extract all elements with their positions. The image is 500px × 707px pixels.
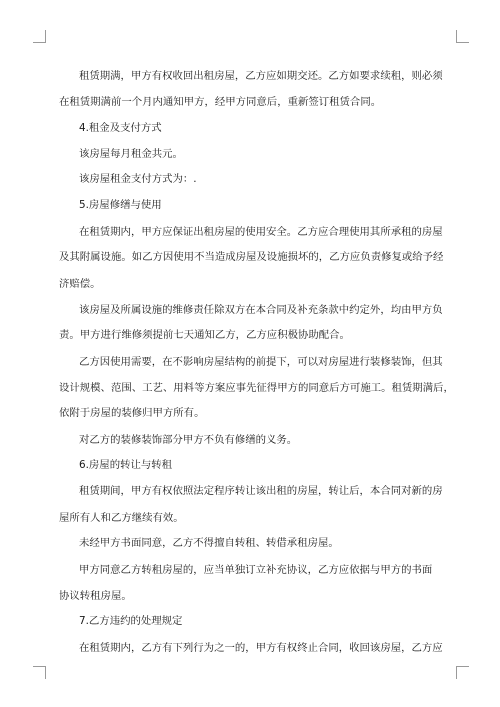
section-heading: 5.房屋修缮与使用 bbox=[79, 199, 162, 211]
section-heading: 6.房屋的转让与转租 bbox=[79, 459, 173, 471]
section-heading: 4.租金及支付方式 bbox=[79, 122, 162, 134]
paragraph-line: 屋所有人和乙方继续有效。 bbox=[59, 512, 184, 524]
paragraph-line: 及其附属设施。如乙方因使用不当造成房屋及设施损坏的，乙方应负责修复或给予经 bbox=[59, 251, 444, 263]
paragraph-line: 未经甲方书面同意，乙方不得擅自转租、转借承租房屋。 bbox=[79, 537, 339, 549]
paragraph-line: 在租赁期内，乙方有下列行为之一的，甲方有权终止合同，收回该房屋，乙方应 bbox=[79, 642, 443, 654]
paragraph-line: 在租赁期满前一个月内通知甲方，经甲方同意后，重新签订租赁合同。 bbox=[59, 96, 382, 108]
paragraph-line: 设计规模、范围、工艺、用料等方案应事先征得甲方的同意后方可施工。租赁期满后， bbox=[59, 382, 454, 394]
paragraph-line: 在租赁期内，甲方应保证出租房屋的使用安全。乙方应合理使用其所承租的房屋 bbox=[79, 226, 443, 238]
paragraph-line: 责。甲方进行维修须提前七天通知乙方，乙方应积极协助配合。 bbox=[59, 329, 350, 341]
paragraph-line: 对乙方的装修装饰部分甲方不负有修缮的义务。 bbox=[79, 434, 298, 446]
section-heading: 7.乙方违约的处理规定 bbox=[79, 615, 183, 627]
paragraph-line: 租赁期间，甲方有权依照法定程序转让该出租的房屋，转让后，本合同对新的房 bbox=[79, 485, 443, 497]
paragraph-line: 乙方因使用需要，在不影响房屋结构的前提下，可以对房屋进行装修装饰，但其 bbox=[79, 356, 443, 368]
paragraph-line: 协议转租房屋。 bbox=[59, 590, 132, 602]
paragraph-line: 该房屋每月租金共元。 bbox=[79, 148, 183, 160]
paragraph-line: 济赔偿。 bbox=[59, 278, 101, 290]
crop-mark-top-left bbox=[33, 30, 46, 43]
paragraph-line: 租赁期满，甲方有权收回出租房屋，乙方应如期交还。乙方如要求续租，则必须 bbox=[79, 70, 443, 82]
crop-mark-bottom-right bbox=[456, 666, 469, 679]
paragraph-line: 该房屋及所属设施的维修责任除双方在本合同及补充条款中约定外，均由甲方负 bbox=[79, 304, 443, 316]
paragraph-line: 甲方同意乙方转租房屋的，应当单独订立补充协议，乙方应依据与甲方的书面 bbox=[79, 564, 433, 576]
paragraph-line: 依附于房屋的装修归甲方所有。 bbox=[59, 407, 205, 419]
crop-mark-bottom-left bbox=[33, 666, 46, 679]
crop-mark-top-right bbox=[456, 30, 469, 43]
paragraph-line: 该房屋租金支付方式为：. bbox=[79, 173, 197, 185]
